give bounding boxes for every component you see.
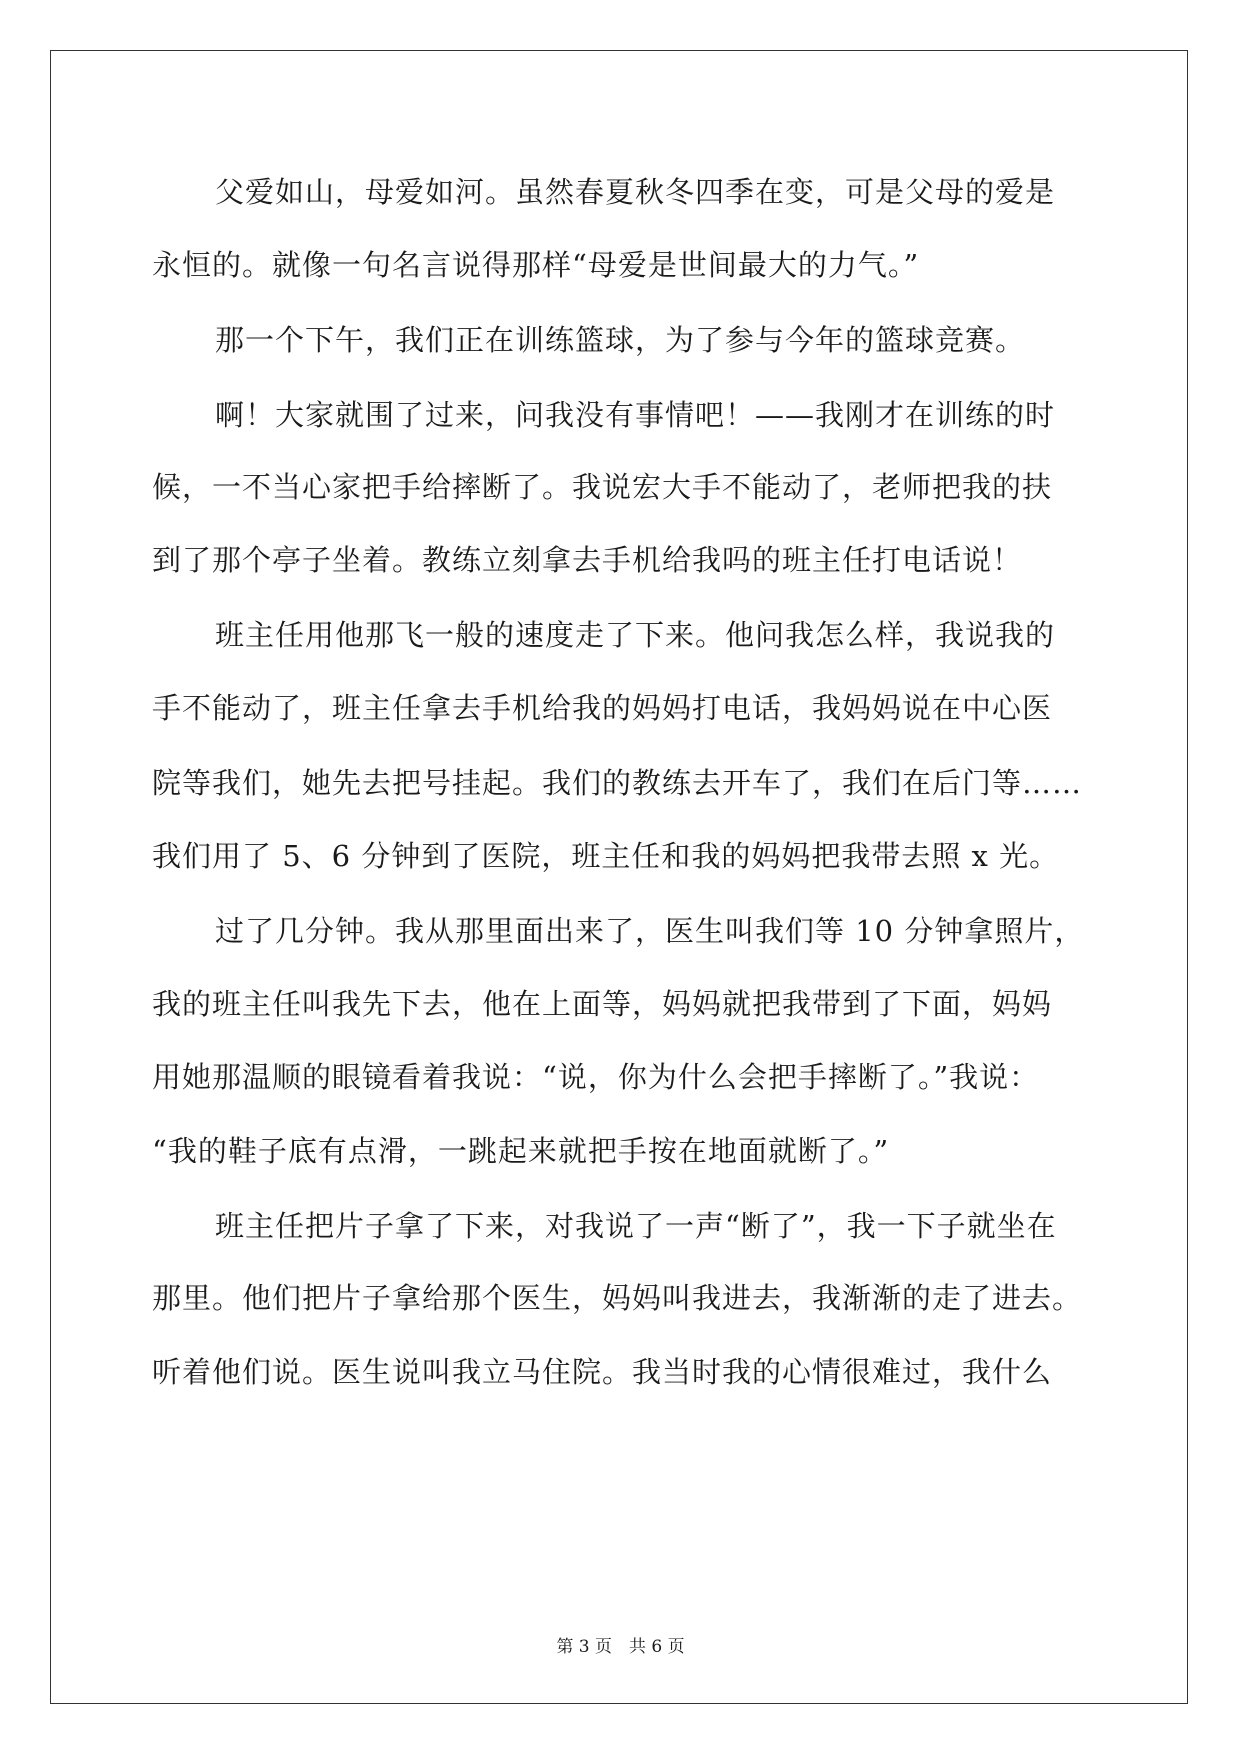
text-line: 我的班主任叫我先下去，他在上面等，妈妈就把我带到了下面，妈妈	[152, 987, 1053, 1021]
text-line: 啊！大家就围了过来，问我没有事情吧！——我刚才在训练的时	[215, 398, 1056, 432]
text-line: “我的鞋子底有点滑，一跳起来就把手按在地面就断了。”	[152, 1134, 890, 1168]
text-line: 那一个下午，我们正在训练篮球，为了参与今年的篮球竞赛。	[215, 323, 1026, 357]
text-line: 候，一不当心家把手给摔断了。我说宏大手不能动了，老师把我的扶	[152, 470, 1053, 504]
text-line: 过了几分钟。我从那里面出来了，医生叫我们等 10 分钟拿照片，	[215, 914, 1085, 948]
text-line: 用她那温顺的眼镜看着我说：“说，你为什么会把手摔断了。”我说：	[152, 1060, 1040, 1094]
text-line: 手不能动了，班主任拿去手机给我的妈妈打电话，我妈妈说在中心医	[152, 691, 1053, 725]
text-line: 我们用了 5、6 分钟到了医院，班主任和我的妈妈把我带去照 x 光。	[152, 839, 1060, 873]
text-line: 院等我们，她先去把号挂起。我们的教练去开车了，我们在后门等……	[152, 766, 1083, 800]
text-line: 父爱如山，母爱如河。虽然春夏秋冬四季在变，可是父母的爱是	[215, 175, 1056, 209]
page-footer	[0, 1636, 1241, 1658]
page-border	[50, 50, 1188, 1704]
text-line: 那里。他们把片子拿给那个医生，妈妈叫我进去，我渐渐的走了进去。	[152, 1281, 1083, 1315]
text-line: 班主任用他那飞一般的速度走了下来。他问我怎么样，我说我的	[215, 618, 1056, 652]
text-line: 到了那个亭子坐着。教练立刻拿去手机给我吗的班主任打电话说！	[152, 543, 1023, 577]
text-line: 听着他们说。医生说叫我立马住院。我当时我的心情很难过，我什么	[152, 1355, 1053, 1389]
text-line: 班主任把片子拿了下来，对我说了一声“断了”，我一下子就坐在	[215, 1209, 1057, 1243]
page-number: 第 3 页 共 6 页	[556, 1637, 685, 1657]
text-line: 永恒的。就像一句名言说得那样“母爱是世间最大的力气。”	[152, 248, 920, 282]
